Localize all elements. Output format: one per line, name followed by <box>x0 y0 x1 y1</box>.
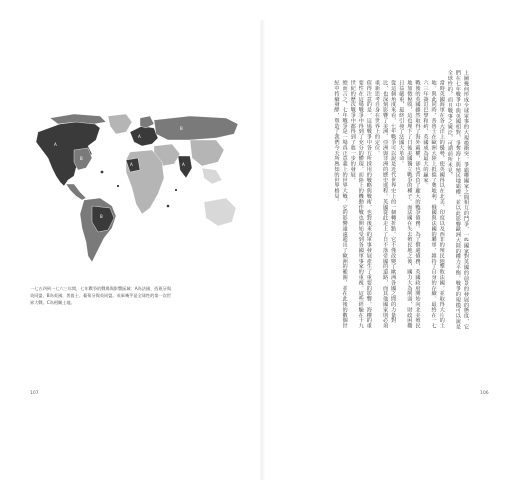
island-marker <box>117 185 119 187</box>
paragraph: 上圖幾何形成全球軍事的大規模衝突。爭霸權國家之間相互的鬥爭，一些國家對英國的前景的發展的態度，它們在七年戰爭中與英國相對，爭奪海上與殖民地霸權，並以此影響歐洲大陸的權力平衡。戰爭的規模可以說是全球性的，而且戰事之廣泛，可謂前所未見。 <box>446 70 469 330</box>
paragraph: 從這個角度來看，七年戰爭可以說是近代世界史上的一個轉折點。它不僅改變了歐洲各國之間的力量對比，也深刻影響了美洲、亞洲與非洲的歷史進程。英國從此走上了日不落帝國的道路，而其他國家則必須重新思考自身在世界上的定位。 <box>373 80 397 329</box>
page-number-right: 106 <box>480 391 489 396</box>
usa-east-region <box>74 148 92 170</box>
india-region <box>178 156 192 178</box>
scandinavia-region <box>140 116 154 128</box>
island-marker <box>101 171 104 174</box>
paragraph: 當時英國海軍在各大洋上的優勢，使英國得以在北美、印度以及西非的殖民地擊敗法國，並取得大片的土地。與此同時，普魯士在歐洲大陸上抵擋了奧地利、俄國與法國的聯軍，維持了自身的存續。最終在一七六三年簽訂巴黎和約，英國成為最大的贏家。 <box>422 80 445 329</box>
east-asia-region <box>190 140 224 166</box>
world-map-figure <box>30 110 242 280</box>
caption-line: 界大戰。C為相關土地。 <box>30 300 75 305</box>
map-label: A <box>54 142 57 147</box>
world-map <box>30 110 242 280</box>
greenland-region <box>108 114 132 134</box>
paragraph: 值得注意的是，這場戰爭中各方所採用的戰略與戰術，也對後來的軍事發展產生了重要的影響。海權的重要性在這場戰爭中得到了充分的體現，而陸上的機動作戰也開始受到各國軍事家的重視。這些經驗在十九世紀的歷次戰爭中都得到了進一步的發展。 <box>349 80 372 329</box>
map-label: B <box>80 156 83 161</box>
island-marker <box>175 189 177 191</box>
caption-line: 英同盟，B為英國、普魯士、葡萄牙與英同盟。英軍幾乎是全球性的第一次世 <box>30 293 172 298</box>
map-label: A <box>130 162 133 167</box>
russia-region <box>154 116 238 140</box>
right-page <box>262 0 520 500</box>
map-label: B <box>100 214 103 219</box>
map-label: B <box>180 126 183 131</box>
map-label: A <box>182 162 185 167</box>
paragraph: 戰後的英國雖然取得了海外霸權，卻也背負了龐大的戰爭債務。為了償還債務，英國政府開始向北美殖民地加徵稅收，這也埋下了日後美國獨立戰爭的種子。而法國在失去殖民地之後，國力大為削弱，財政困難日益嚴重，最終引發了法國大革命。 <box>398 80 421 329</box>
southeast-asia-region <box>202 168 222 184</box>
vertical-body-text <box>270 70 470 332</box>
page-number-left: 107 <box>30 391 39 396</box>
europe-region <box>130 126 158 146</box>
island-marker <box>167 205 170 208</box>
paragraph: 總而言之，七年戰爭是一場真正意義上的世界大戰，它的影響遠遠超出了歐洲的範圍，並在此後的數個世紀中持續發酵，塑造了我們今天所熟知的世界格局。 <box>333 80 348 329</box>
north-america-region <box>36 120 100 186</box>
australia-region <box>204 198 236 226</box>
central-america-region <box>66 184 86 200</box>
caption-line: 一七五四到一七六三年間，七年戰爭的戰場與影響區域：A為法國、西班牙與 <box>30 286 172 291</box>
map-label: A <box>138 134 141 139</box>
map-caption <box>30 285 242 306</box>
